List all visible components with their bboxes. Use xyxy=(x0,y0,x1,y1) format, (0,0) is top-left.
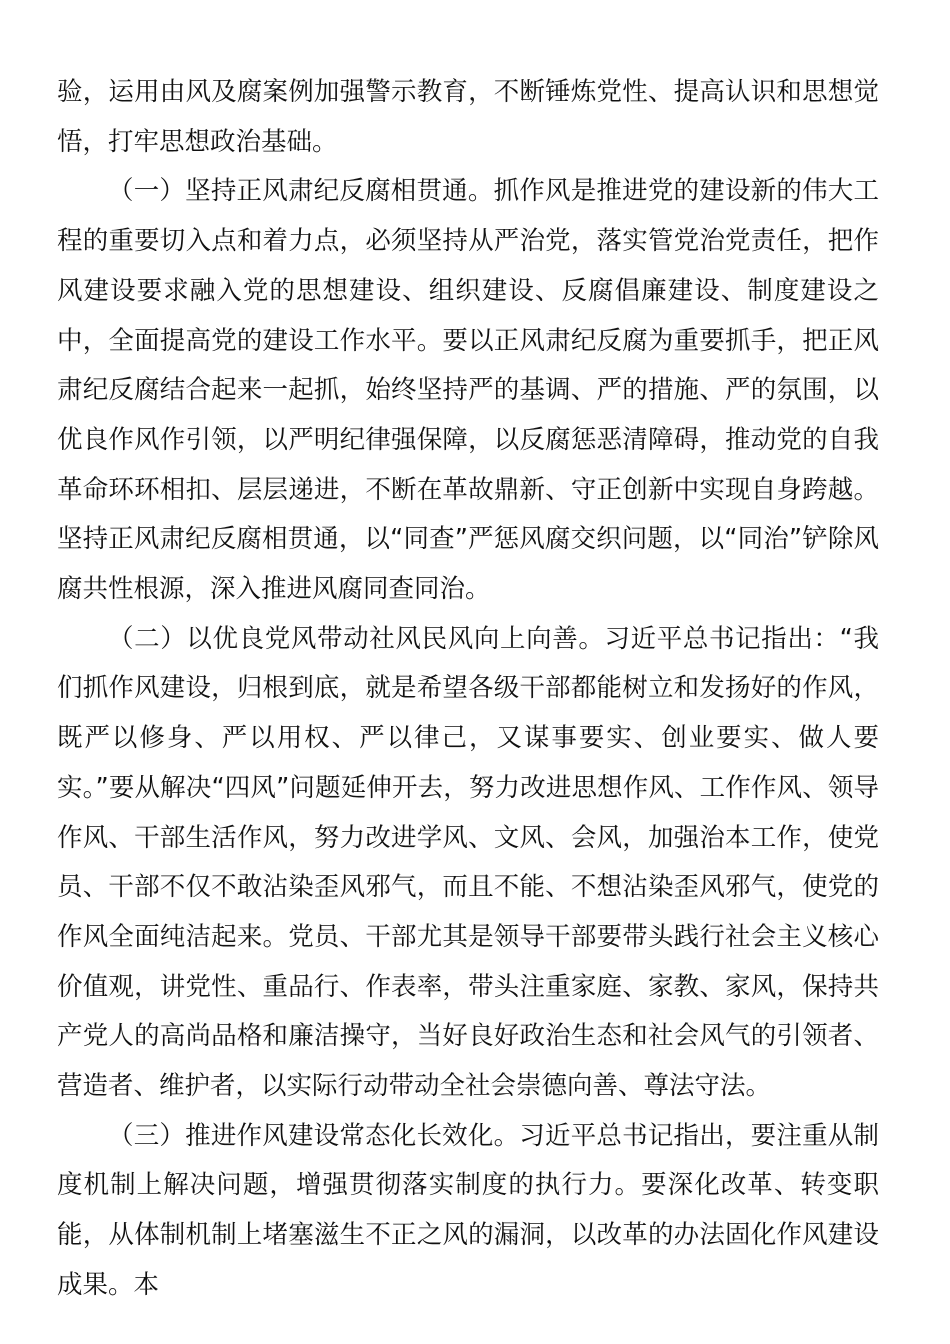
paragraph-section-one: （一）坚持正风肃纪反腐相贯通。抓作风是推进党的建设新的伟大工程的重要切入点和着力点，必须坚持从严治党，落实管党治党责任，把作风建设要求融入党的思想建设、组织建设、反腐倡廉建设、制度建设之中，全面提高党的建设工作水平。要以正风肃纪反腐为重要抓手，把正风肃纪反腐结合起来一起抓，始终坚持严的基调、严的措施、严的氛围，以优良作风作引领，以严明纪律强保障，以反腐惩恶清障碍，推动党的自我革命环环相扣、层层递进，不断在革故鼎新、守正创新中实现自身跨越。坚持正风肃纪反腐相贯通，以“同查”严惩风腐交织问题，以“同治”铲除风腐共性根源，深入推进风腐同查同治。 xyxy=(57,176,879,605)
paragraph-section-three: （三）推进作风建设常态化长效化。习近平总书记指出，要注重从制度机制上解决问题，增强贯彻落实制度的执行力。要深化改革、转变职能，从体制机制上堵塞滋生不正之风的漏洞，以改革的办法固化作风建设成果。本 xyxy=(57,1120,879,1300)
paragraph-section-two: （二）以优良党风带动社风民风向上向善。习近平总书记指出：“我们抓作风建设，归根到底，就是希望各级干部都能树立和发扬好的作风，既严以修身、严以用权、严以律己，又谋事要实、创业要实、做人要实。”要从解决“四风”问题延伸开去，努力改进思想作风、工作作风、领导作风、干部生活作风，努力改进学风、文风、会风，加强治本工作，使党员、干部不仅不敢沾染歪风邪气，而且不能、不想沾染歪风邪气，使党的作风全面纯洁起来。党员、干部尤其是领导干部要带头践行社会主义核心价值观，讲党性、重品行、作表率，带头注重家庭、家教、家风，保持共产党人的高尚品格和廉洁操守，当好良好政治生态和社会风气的引领者、营造者、维护者，以实际行动带动全社会崇德向善、尊法守法。 xyxy=(57,623,879,1102)
paragraph-continuation: 验，运用由风及腐案例加强警示教育，不断锤炼党性、提高认识和思想觉悟，打牢思想政治基础。 xyxy=(57,77,879,157)
document-page xyxy=(57,68,879,1311)
